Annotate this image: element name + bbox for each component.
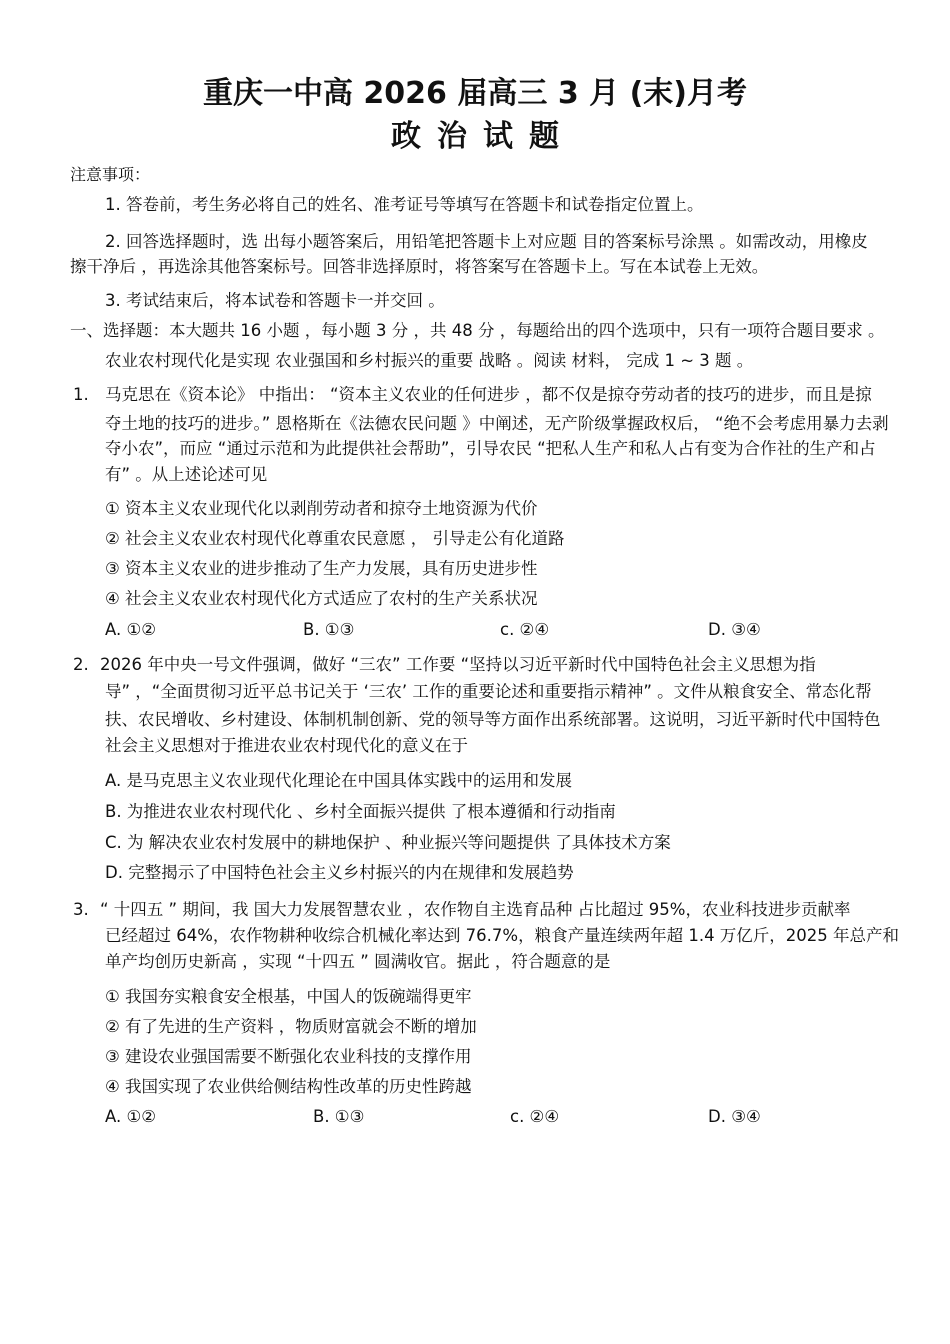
question-3-statement-4: ④ 我国实现了农业供给侧结构性改革的历史性跨越 xyxy=(105,1077,472,1096)
question-1-statement-3: ③ 资本主义农业的进步推动了生产力发展，具有历史进步性 xyxy=(105,559,538,578)
question-1-statement-4: ④ 社会主义农业农村现代化方式适应了农村的生产关系状况 xyxy=(105,589,538,608)
question-2-stem-line: 导” ，“全面贯彻习近平总书记关于 ‘三农’ 工作的重要论述和重要指示精神” 。文件从粮食安全、常态化帮 xyxy=(105,682,872,701)
question-1-stem-line: 夺小农”，而应 “通过示范和为此提供社会帮助”，引导农民 “把私人生产和私人占有变为合作社的生产和占 xyxy=(105,439,876,458)
section-heading: 一、选择题：本大题共 16 小题 ，每小题 3 分 ，共 48 分 ，每题给出的四个选项中，只有一项符合题目要求 。 xyxy=(70,321,885,340)
question-1-number: 1. xyxy=(73,385,89,404)
question-2-stem-line: 扶、农民增收、乡村建设、体制机制创新、党的领导等方面作出系统部署。这说明，习近平新时代中国特色 xyxy=(105,710,881,729)
question-2-option-a: A. 是马克思主义农业现代化理论在中国具体实践中的运用和发展 xyxy=(105,771,572,790)
question-2-stem-line: 社会主义思想对于推进农业农村现代化的意义在于 xyxy=(105,736,468,755)
question-3-option-c: c. ②④ xyxy=(510,1107,560,1126)
notice-item-2-line-1: 2. 回答选择题时，选 出每小题答案后，用铅笔把答题卡上对应题 目的答案标号涂黑 。如需改动，用橡皮 xyxy=(105,232,868,251)
notice-item-2-line-2: 擦干净后 ，再选涂其他答案标号。回答非选择原时，将答案写在答题卡上。写在本试卷上无效。 xyxy=(70,257,769,276)
question-1-option-b: B. ①③ xyxy=(303,620,355,639)
question-3-number: 3. xyxy=(73,900,89,919)
question-1-statement-1: ① 资本主义农业现代化以剥削劳动者和掠夺土地资源为代价 xyxy=(105,499,538,518)
question-2-stem-line: 2026 年中央一号文件强调，做好 “三农” 工作要 “坚持以习近平新时代中国特色社会主义思想为指 xyxy=(100,655,816,674)
question-1-stem-line: 马克思在《资本论》 中指出： “资本主义农业的任何进步 ，都不仅是掠夺劳动者的技巧的进步，而且是掠 xyxy=(105,385,872,404)
question-1-option-c: c. ②④ xyxy=(500,620,550,639)
question-3-stem-line: 已经超过 64%，农作物耕种收综合机械化率达到 76.7%，粮食产量连续两年超 1.4 万亿斤，2025 年总产和 xyxy=(105,926,900,945)
exam-subject-title: 政治试题 xyxy=(391,119,575,154)
question-3-statement-2: ② 有了先进的生产资料 ，物质财富就会不断的增加 xyxy=(105,1017,477,1036)
question-3-option-a: A. ①② xyxy=(105,1107,157,1126)
exam-title: 重庆一中高 2026 届高三 3 月 (末)月考 xyxy=(202,76,747,111)
question-3-stem-line: 单产均创历史新高 ，实现 “十四五 ” 圆满收官。据此 ，符合题意的是 xyxy=(105,952,611,971)
question-2-option-c: C. 为 解决农业农村发展中的耕地保护 、种业振兴等问题提供 了具体技术方案 xyxy=(105,833,671,852)
question-1-statement-2: ② 社会主义农业农村现代化尊重农民意愿 ， 引导走公有化道路 xyxy=(105,529,565,548)
question-3-stem-line: “ 十四五 ” 期间，我 国大力发展智慧农业 ，农作物自主选育品种 占比超过 95%，农业科技进步贡献率 xyxy=(100,900,851,919)
notice-item-3: 3. 考试结束后，将本试卷和答题卡一并交回 。 xyxy=(105,291,445,310)
question-1-stem-line: 有” 。从上述论述可见 xyxy=(105,465,268,484)
question-3-option-d: D. ③④ xyxy=(708,1107,761,1126)
question-3-statement-3: ③ 建设农业强国需要不断强化农业科技的支撑作用 xyxy=(105,1047,472,1066)
question-2-number: 2. xyxy=(73,655,89,674)
question-3-statement-1: ① 我国夯实粮食安全根基，中国人的饭碗端得更牢 xyxy=(105,987,472,1006)
question-1-option-a: A. ①② xyxy=(105,620,157,639)
question-2-option-b: B. 为推进农业农村现代化 、乡村全面振兴提供 了根本遵循和行动指南 xyxy=(105,802,616,821)
notice-label: 注意事项： xyxy=(70,165,151,184)
question-2-option-d: D. 完整揭示了中国特色社会主义乡村振兴的内在规律和发展趋势 xyxy=(105,863,574,882)
question-1-option-d: D. ③④ xyxy=(708,620,761,639)
section-intro: 农业农村现代化是实现 农业强国和乡村振兴的重要 战略 。阅读 材料， 完成 1 ~ 3 题 。 xyxy=(105,351,754,370)
notice-item-1: 1. 答卷前，考生务必将自己的姓名、准考证号等填写在答题卡和试卷指定位置上。 xyxy=(105,195,704,214)
question-1-stem-line: 夺土地的技巧的进步。” 恩格斯在《法德农民问题 》中阐述，无产阶级掌握政权后， “绝不会考虑用暴力去剥 xyxy=(105,414,889,433)
question-3-option-b: B. ①③ xyxy=(313,1107,365,1126)
